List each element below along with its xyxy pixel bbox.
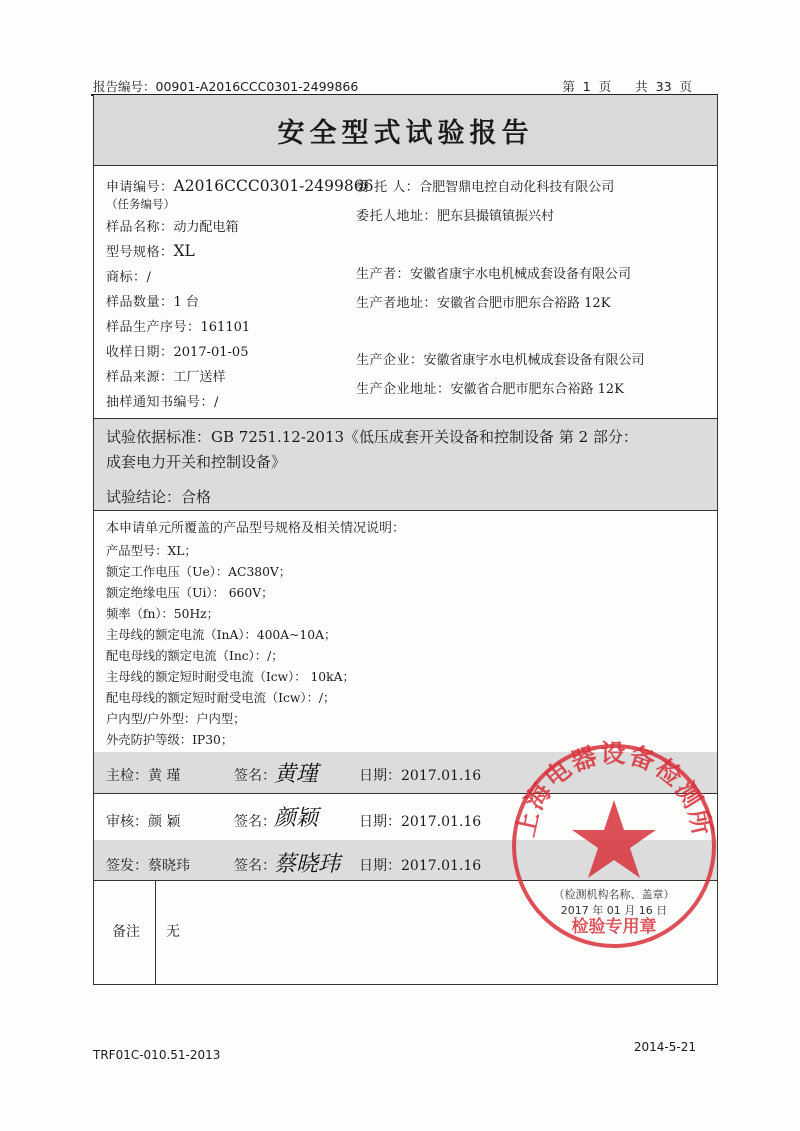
- issuer-signature: 蔡晓玮: [274, 852, 341, 877]
- inspector-signature: 黄瑾: [274, 762, 319, 787]
- spec-item: 主母线的额定电流（InA）：400A~10A；: [106, 628, 337, 642]
- client: 委 托 人：合肥智鼎电控自动化科技有限公司: [356, 180, 615, 195]
- stamp-arc-text: 上海电器设备检测所: [510, 739, 718, 840]
- manufacturer: 生产者：安徽省康宇水电机械成套设备有限公司: [356, 267, 632, 282]
- page-indicator: [562, 77, 692, 95]
- application-no: 申请编号：A2016CCC0301-2499866: [106, 177, 374, 195]
- issuer-sign-label: 签名：: [234, 858, 276, 874]
- model-spec: 型号规格：XL: [106, 242, 195, 260]
- serial-no: 样品生产序号：161101: [106, 320, 251, 335]
- form-number: TRF01C-010.51-2013: [93, 1048, 221, 1062]
- spec-item: 配电母线的额定电流（Inc）：/；: [106, 649, 284, 663]
- sample-name: 样品名称：动力配电箱: [106, 220, 239, 235]
- spec-item: 额定绝缘电压（Ui）： 660V；: [106, 586, 274, 600]
- remarks-label: 备注: [112, 924, 140, 940]
- reviewer-row: 审核：颜 颖: [106, 814, 181, 830]
- stamp-star-icon: [572, 800, 656, 878]
- client-address: 委托人地址：肥东县撮镇镇振兴村: [356, 209, 555, 224]
- inspector-date: 日期：2017.01.16: [359, 768, 482, 784]
- spec-item: 主母线的额定短时耐受电流（Icw）： 10kA；: [106, 670, 355, 684]
- sample-source: 样品来源：工厂送样: [106, 370, 226, 385]
- spec-item: 产品型号：XL；: [106, 544, 197, 558]
- spec-item: 户内型/户外型：户内型；: [106, 712, 246, 726]
- sample-quantity: 样品数量：1 台: [106, 295, 199, 310]
- spec-item: 频率（fn）：50Hz；: [106, 607, 219, 621]
- factory: 生产企业：安徽省康宇水电机械成套设备有限公司: [356, 353, 645, 368]
- spec-intro: 本申请单元所覆盖的产品型号规格及相关情况说明：: [106, 521, 406, 536]
- reviewer-date: 日期：2017.01.16: [359, 814, 482, 830]
- divider: [94, 165, 717, 166]
- receive-date: 收样日期：2017-01-05: [106, 345, 249, 360]
- page-number: 第 1 页: [562, 79, 612, 94]
- inspector-row: 主检：黄 瑾: [106, 768, 181, 784]
- title-band: [94, 95, 717, 165]
- stamp-date: 2017 年 01 月 16 日: [560, 904, 668, 917]
- remarks-value: 无: [166, 924, 180, 940]
- test-standard: 试验依据标准：GB 7251.12-2013《低压成套开关设备和控制设备 第 2 部分：: [106, 428, 638, 446]
- issuer-date: 日期：2017.01.16: [359, 858, 482, 874]
- form-date: 2014-5-21: [633, 1040, 696, 1054]
- inspector-sign-label: 签名：: [234, 768, 276, 784]
- stamp-org-label: （检测机构名称、盖章）: [553, 888, 675, 901]
- page-title: 安全型式试验报告: [277, 117, 534, 149]
- reviewer-signature: 颜颖: [274, 806, 319, 831]
- reviewer-sign-label: 签名：: [234, 814, 276, 830]
- divider: [94, 510, 717, 511]
- spec-item: 额定工作电压（Ue）：AC380V；: [106, 565, 292, 579]
- spec-item: 外壳防护等级：IP30；: [106, 733, 234, 747]
- issuer-row: 签发：蔡晓玮: [106, 858, 190, 874]
- remarks-separator: [155, 880, 156, 984]
- total-pages: 共 33 页: [635, 79, 692, 94]
- report-number-label: 报告编号：: [93, 79, 156, 94]
- report-number: [93, 77, 358, 95]
- sampling-notice-no: 抽样通知书编号：/: [106, 395, 219, 410]
- stamp-bottom-text: 检验专用章: [571, 917, 657, 937]
- divider: [94, 418, 717, 419]
- inspection-stamp: [506, 738, 722, 954]
- test-conclusion: 试验结论：合格: [106, 488, 212, 506]
- spec-item: 配电母线的额定短时耐受电流（Icw）：/；: [106, 691, 336, 705]
- trademark: 商标：/: [106, 270, 151, 285]
- factory-address: 生产企业地址：安徽省合肥市肥东合裕路 12K: [356, 382, 624, 397]
- report-number-value: 00901-A2016CCC0301-2499866: [155, 79, 359, 94]
- task-no: （任务编号）: [106, 197, 175, 211]
- test-standard-cont: 成套电力开关和控制设备》: [106, 453, 287, 471]
- manufacturer-address: 生产者地址：安徽省合肥市肥东合裕路 12K: [356, 296, 611, 311]
